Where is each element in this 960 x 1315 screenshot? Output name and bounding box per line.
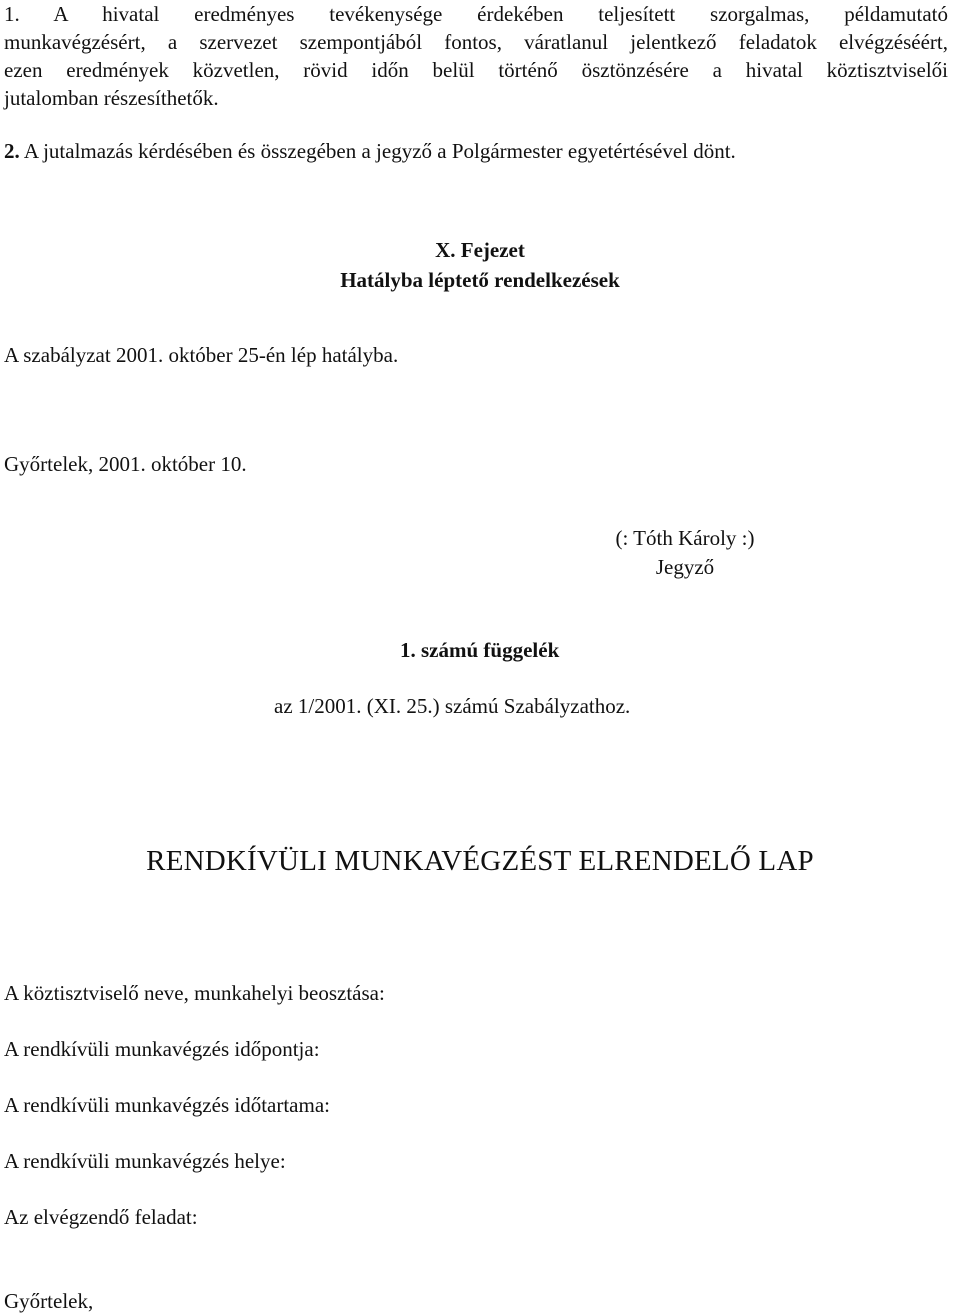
- chapter-title: Hatályba léptető rendelkezések: [340, 268, 620, 292]
- signer-title: Jegyző: [655, 555, 715, 579]
- paragraph-reward-1: [4, 0, 948, 112]
- paragraph-number: 2.: [4, 139, 20, 163]
- form-field-duration: A rendkívüli munkavégzés időtartama:: [4, 1093, 330, 1117]
- form-title: RENDKÍVÜLI MUNKAVÉGZÉST ELRENDELŐ LAP: [146, 845, 814, 877]
- appendix-reference: az 1/2001. (XI. 25.) számú Szabályzathoz.: [274, 694, 631, 718]
- effective-date-statement: A szabályzat 2001. október 25-én lép hatályba.: [4, 343, 399, 367]
- paragraph-reward-2: [4, 137, 956, 165]
- paragraph-line: 1. A hivatal eredményes tevékenysége érdekében teljesített szorgalmas, példamutató: [4, 2, 948, 26]
- form-field-employee: A köztisztviselő neve, munkahelyi beosztása:: [4, 981, 385, 1005]
- place-and-date: Győrtelek, 2001. október 10.: [4, 452, 247, 476]
- paragraph-line: ezen eredmények közvetlen, rövid időn belül történő ösztönzésére a hivatal köztisztviselői: [4, 58, 948, 82]
- paragraph-line: munkavégzésért, a szervezet szempontjából fontos, váratlanul jelentkező feladatok elvégzéséért,: [4, 30, 948, 54]
- paragraph-text: A jutalmazás kérdésében és összegében a jegyző a Polgármester egyetértésével dönt.: [19, 139, 736, 163]
- signer-name: (: Tóth Károly :): [615, 526, 755, 550]
- paragraph-line: jutalomban részesíthetők.: [4, 86, 219, 110]
- form-field-time: A rendkívüli munkavégzés időpontja:: [4, 1037, 320, 1061]
- form-place: Győrtelek,: [4, 1289, 94, 1313]
- chapter-number: X. Fejezet: [435, 238, 525, 262]
- form-field-task: Az elvégzendő feladat:: [4, 1205, 198, 1229]
- form-field-location: A rendkívüli munkavégzés helye:: [4, 1149, 286, 1173]
- appendix-title: 1. számú függelék: [400, 638, 560, 662]
